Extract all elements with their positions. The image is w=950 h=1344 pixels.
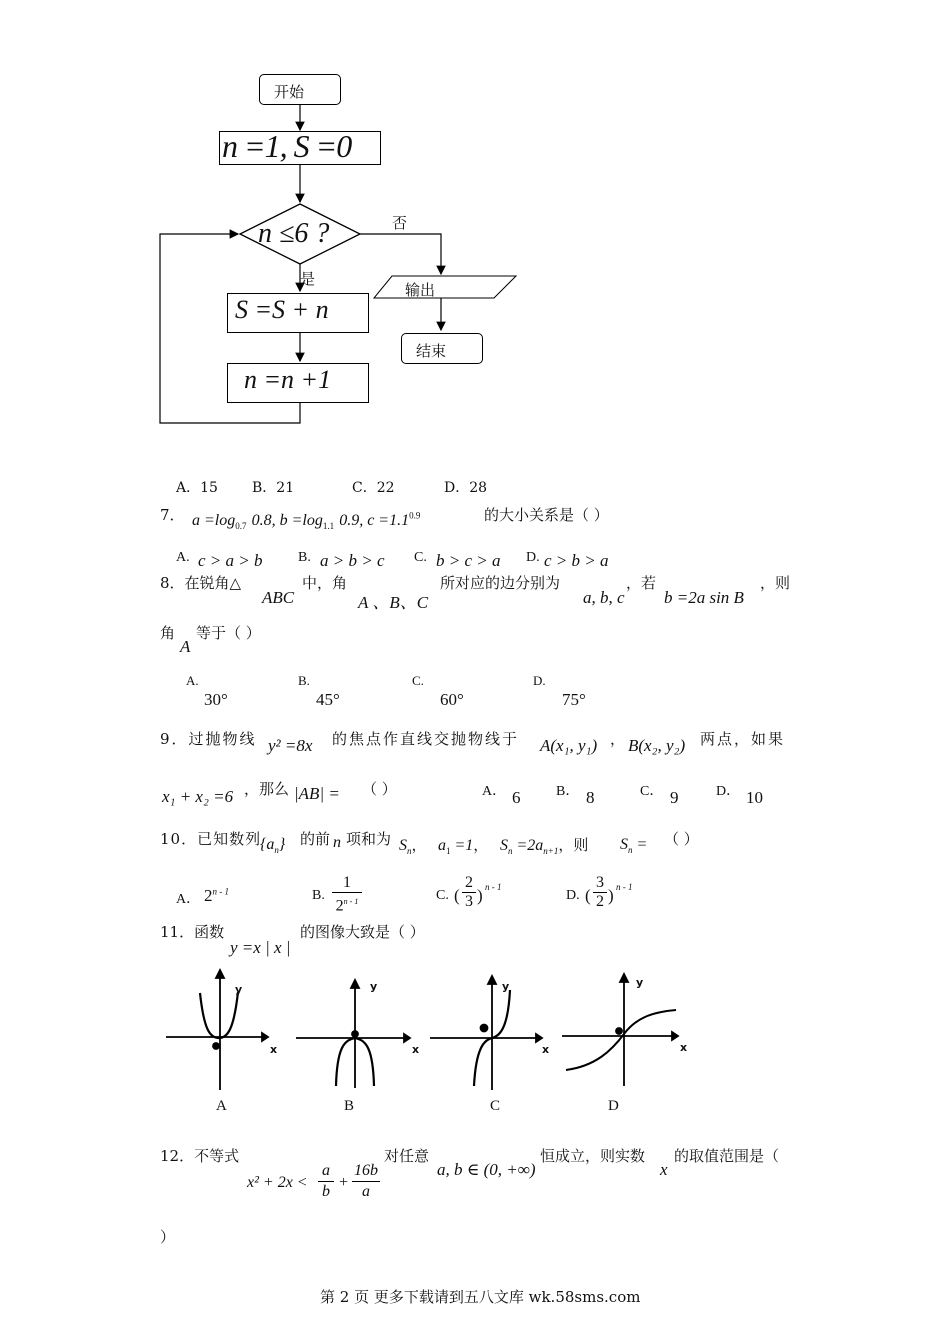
q10-sn: $S_n$， (399, 836, 427, 857)
q10-ask: $S_n$ = (620, 836, 648, 856)
q8-opt-d-label: D. (533, 673, 546, 688)
q8-mid1: 中，角 (302, 574, 348, 592)
q9-mid2: ，那么 (244, 780, 290, 798)
graph-b-x-label: x (412, 1043, 420, 1056)
q10-opt-b-label: B. (312, 888, 325, 903)
q9-opt-d-label: D． (716, 784, 741, 799)
q8-opt-c: 60° (440, 690, 464, 709)
q9-tail: 两点，如果 (700, 730, 786, 748)
graph-c-label: C (490, 1098, 501, 1114)
q12-x: x (660, 1160, 668, 1179)
q7-expression: $a =\log_{0.7}$ 0.8, $b =\log_{1.1}$ 0.9, $c =1.1^{0.9}$ (192, 510, 421, 532)
q8-condition: b =2a sin B (664, 588, 744, 607)
q11-tail: 的图像大致是（ ） (300, 923, 425, 941)
graph-c-dot (481, 1025, 488, 1032)
q9-ab: |AB| = (294, 784, 340, 803)
q9-mid1: 的焦点作直线交抛物线于 (332, 730, 520, 748)
q12-domain: a, b ∈ (0, +∞) (437, 1160, 536, 1179)
graph-a-y-arrow (216, 970, 224, 978)
q10-opt-d-label: D. (566, 888, 580, 903)
q9-opt-a-label: A． (482, 784, 507, 799)
q7-number: 7． (160, 506, 185, 524)
q10-opt-a: 2$^{n - 1}$ (204, 886, 229, 905)
graph-d-label: D (608, 1098, 619, 1114)
q12-mid1: 对任意 (384, 1147, 430, 1165)
condition-label: n ≤6 ? (258, 218, 330, 249)
q8-opt-c-label: C. (412, 673, 424, 688)
q12-mid2: 恒成立，则实数 (540, 1147, 646, 1165)
start-label: 开始 (274, 83, 305, 101)
q10-relation: $S_n =2a_{n+1}$，则 (500, 836, 589, 857)
q8-mid2: 所对应的边分别为 (440, 574, 561, 592)
q8-opt-a: 30° (204, 690, 228, 709)
graph-c-y-label: y (502, 980, 510, 993)
q7-opt-b-label: B. (298, 550, 311, 565)
graph-a-x-label: x (270, 1043, 278, 1056)
graph-c (430, 976, 542, 1090)
q7-opt-d-label: D. (526, 550, 540, 565)
q8-opt-b-label: B. (298, 673, 310, 688)
q8-triangle: ABC (262, 588, 295, 607)
graph-d-y-label: y (636, 976, 644, 989)
graph-a-x-arrow (262, 1033, 268, 1041)
q9-opt-c: 9 (670, 788, 679, 807)
document-page: 开始 n =1, S =0 n ≤6 ? 否 是 输出 S =S + n 结束 n =n +1 A．15 B．21 C．22 D．28 7． $a =\log_{0.7}$ 0.8, $b =\log_{1.1}$ 0.9, $c =1.1^{0.9}$ 的大小关系是（ ） A. c > a > b B. a > b > c C. b > c > a D. c > b > a 8．在锐角△ ABC 中，角 A 、B、C 所对应的边分别为 a, b, c ，若 b =2a sin B ，则 角 A 等于（ ） A. 30° B. 45° C. 60° D. 75° 9．过抛物线 y² =8x 的焦点作直线交抛物线于 A(x₁, y₁) ， B(x₂, y₂) 两点，如果 x₁ + x₂ =6 ，那么 |AB| = （ ） A． 6 B． 8 C． 9 D． 10 10．已知数列 $\{a_n\}$ 的前 n 项和为 $S_n$， $a_1 =1$， $S_n =2a_{n+1}$，则 $S_n$ = （ ） A． 2$^{n - 1}$ B. 1 2$^{n - 1}$ C. ( 2 3 ) n - 1 D. ( 3 2 ) n - 1 11．函数 y =x | x | 的图像大致是（ ） y x y x y x y x A B C D 12．不等式 x² + 2x < a b + 16b a 对任意 a, b ∈ (0, +∞) 恒成立，则实数 x 的取值范围是（ ） 第 2 页 更多下载请到五八文库 wk.58sms.com (0, 0, 950, 1344)
q12-close: ） (160, 1228, 176, 1246)
q10-mid1: 的前 (300, 830, 331, 848)
graph-c-x-arrow (536, 1034, 542, 1042)
q8-angles: A 、B、C (358, 593, 429, 612)
q8-number: 8．在锐角△ (160, 574, 242, 592)
page-footer: 第 2 页 更多下载请到五八文库 wk.58sms.com (320, 1288, 641, 1306)
graph-c-x-label: x (542, 1043, 550, 1056)
q9-paren: （ ） (362, 780, 397, 798)
q6-option-b: B．21 (252, 480, 295, 496)
q9-opt-b: 8 (586, 788, 595, 807)
q8-line2: 角 (160, 624, 176, 642)
q12-inequality-left: x² + 2x < (247, 1174, 308, 1191)
q9-curve: y² =8x (268, 736, 313, 755)
q12-plus: + (338, 1174, 349, 1191)
output-label: 输出 (405, 281, 436, 299)
q10-sequence: $\{a_n\}$ (260, 836, 286, 856)
q9-point-a: A(x₁, y₁) (540, 736, 598, 755)
q8-opt-b: 45° (316, 690, 340, 709)
q9-opt-d: 10 (746, 788, 763, 807)
q8-tail: ，则 (760, 574, 791, 592)
q8-angle: A (180, 637, 191, 656)
q7-opt-c-label: C. (414, 550, 427, 565)
q8-line2b: 等于（ ） (196, 624, 261, 642)
q7-opt-a: c > a > b (198, 551, 263, 570)
q8-mid3: ，若 (626, 574, 657, 592)
graph-d-y-arrow (620, 974, 628, 982)
q7-opt-a-label: A. (176, 550, 190, 565)
inc-label: n =n +1 (244, 365, 332, 394)
graph-d-x-arrow (672, 1032, 678, 1040)
graph-d (562, 974, 678, 1086)
graph-b-label: B (344, 1098, 355, 1114)
q9-condition: x₁ + x₂ =6 (162, 787, 234, 806)
yes-label: 是 (300, 270, 316, 288)
q9-opt-c-label: C． (640, 784, 664, 799)
graph-a-curve (200, 992, 238, 1038)
q6-option-a: A．15 (176, 480, 218, 496)
q10-n: n (333, 834, 341, 851)
graph-b (296, 980, 410, 1088)
graph-d-x-label: x (680, 1041, 688, 1054)
q12-fraction-1: a b (318, 1161, 334, 1202)
q10-number: 10．已知数列 (160, 830, 262, 848)
sum-label: S =S + n (235, 295, 329, 324)
q11-function: y =x | x | (230, 938, 291, 957)
q10-opt-a-label: A． (176, 892, 201, 907)
q9-opt-a: 6 (512, 788, 521, 807)
graph-a (166, 970, 268, 1090)
q9-number: 9．过抛物线 (160, 730, 257, 748)
q12-tail: 的取值范围是（ (674, 1147, 780, 1165)
graph-b-y-arrow (351, 980, 359, 988)
q12-fraction-2: 16b a (354, 1162, 378, 1200)
q7-opt-b: a > b > c (320, 551, 385, 570)
graph-a-y-label: y (235, 983, 243, 996)
q10-opt-c-label: C. (436, 888, 449, 903)
init-label: n =1, S =0 (222, 128, 352, 164)
graph-a-origin (213, 1043, 219, 1049)
q9-opt-b-label: B． (556, 784, 580, 799)
q7-tail: 的大小关系是（ ） (484, 506, 609, 524)
q11-number: 11．函数 (160, 923, 225, 941)
q10-a1: $a_1 =1$， (438, 836, 489, 857)
q9-comma: ， (610, 730, 626, 748)
graph-d-curve (566, 1010, 676, 1070)
end-label: 结束 (416, 342, 447, 360)
q8-opt-d: 75° (562, 690, 586, 709)
q6-option-d: D．28 (444, 480, 488, 496)
q6-option-c: C．22 (352, 480, 395, 496)
q10-paren: （ ） (664, 830, 699, 848)
q12-number: 12．不等式 (160, 1147, 240, 1165)
q10-mid2: 项和为 (346, 830, 392, 848)
graph-b-origin (352, 1031, 358, 1037)
no-label: 否 (392, 214, 408, 232)
q7-opt-d: c > b > a (544, 551, 609, 570)
q8-sides: a, b, c (583, 588, 625, 607)
q10-opt-b-fraction: 1 2$^{n - 1}$ (332, 874, 362, 915)
graph-b-y-label: y (370, 980, 378, 993)
q9-point-b: B(x₂, y₂) (628, 736, 686, 755)
graph-c-y-arrow (488, 976, 496, 984)
q7-opt-c: b > c > a (436, 551, 501, 570)
graph-d-origin (616, 1028, 622, 1034)
q8-opt-a-label: A. (186, 673, 199, 688)
graph-a-label: A (216, 1098, 227, 1114)
graph-b-x-arrow (404, 1034, 410, 1042)
